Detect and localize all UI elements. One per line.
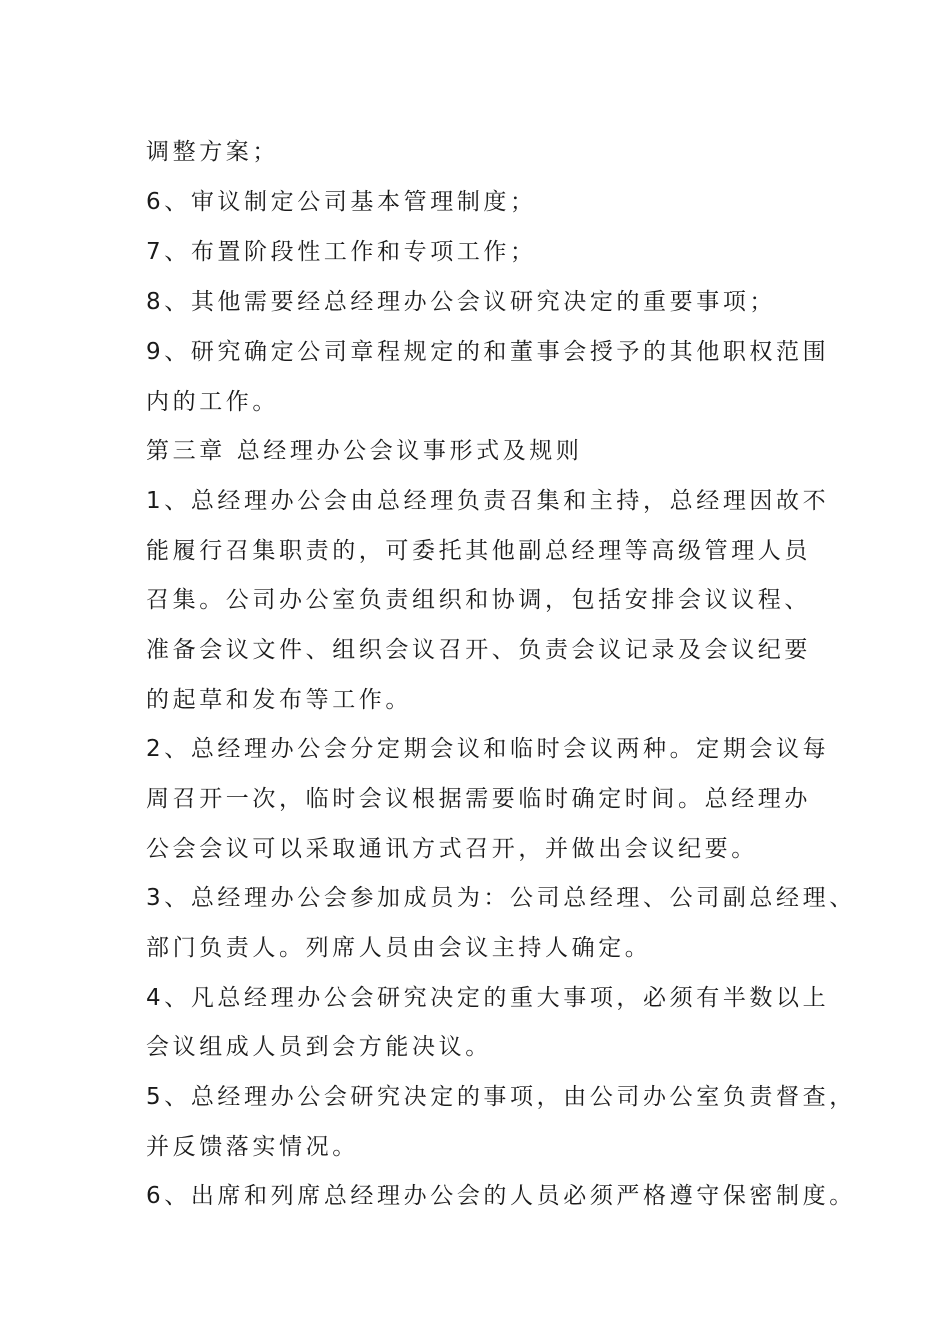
text-line: 的起草和发布等工作。 xyxy=(146,687,412,713)
text-line: 周召开一次，临时会议根据需要临时确定时间。总经理办 xyxy=(146,786,811,812)
text-line: 并反馈落实情况。 xyxy=(146,1134,359,1160)
text-line: 6、审议制定公司基本管理制度； xyxy=(146,189,537,215)
text-line: 6、出席和列席总经理办公会的人员必须严格遵守保密制度。 xyxy=(146,1183,856,1209)
text-line: 1、总经理办公会由总经理负责召集和主持，总经理因故不 xyxy=(146,488,830,514)
text-line: 能履行召集职责的，可委托其他副总经理等高级管理人员 xyxy=(146,538,811,564)
text-line: 会议组成人员到会方能决议。 xyxy=(146,1034,492,1060)
text-line: 召集。公司办公室负责组织和协调，包括安排会议议程、 xyxy=(146,587,811,613)
text-line: 准备会议文件、组织会议召开、负责会议记录及会议纪要 xyxy=(146,637,811,663)
text-line: 3、总经理办公会参加成员为：公司总经理、公司副总经理、 xyxy=(146,885,856,911)
text-line: 8、其他需要经总经理办公会议研究决定的重要事项； xyxy=(146,289,777,315)
text-line: 调整方案； xyxy=(146,139,279,165)
text-line: 公会会议可以采取通讯方式召开，并做出会议纪要。 xyxy=(146,836,758,862)
chapter-heading: 第三章 总经理办公会议事形式及规则 xyxy=(146,438,583,464)
text-line: 4、凡总经理办公会研究决定的重大事项，必须有半数以上 xyxy=(146,985,830,1011)
text-line: 内的工作。 xyxy=(146,389,279,415)
text-line: 部门负责人。列席人员由会议主持人确定。 xyxy=(146,935,652,961)
text-line: 7、布置阶段性工作和专项工作； xyxy=(146,239,537,265)
text-line: 5、总经理办公会研究决定的事项，由公司办公室负责督查， xyxy=(146,1084,856,1110)
text-line: 2、总经理办公会分定期会议和临时会议两种。定期会议每 xyxy=(146,736,830,762)
text-line: 9、研究确定公司章程规定的和董事会授予的其他职权范围 xyxy=(146,339,830,365)
